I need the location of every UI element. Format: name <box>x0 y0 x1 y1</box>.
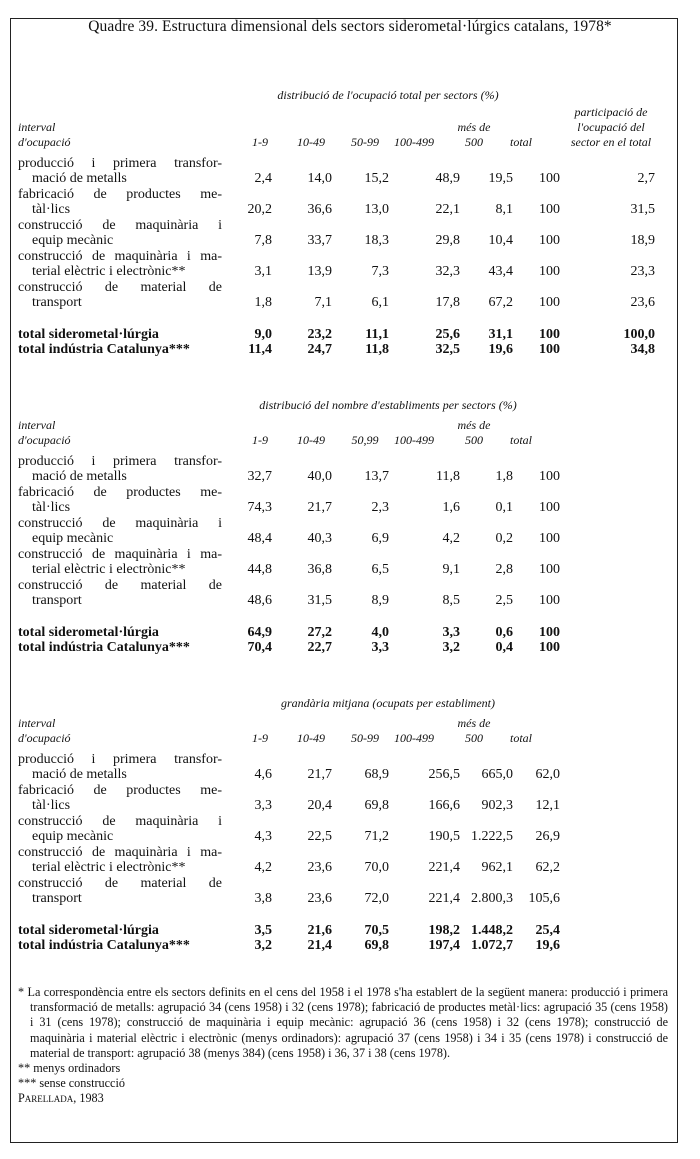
table-cell: 62,0 <box>535 767 560 782</box>
column-header: més de <box>457 716 491 730</box>
table-cell: 36,8 <box>307 562 332 577</box>
sector-label-line: mació de metalls <box>32 469 127 484</box>
table-cell: 6,1 <box>371 295 389 310</box>
column-header: 100-499 <box>394 135 434 149</box>
table-cell: 31,5 <box>307 593 332 608</box>
total-cell: 100 <box>539 327 560 342</box>
table-cell: 17,8 <box>435 295 460 310</box>
table-cell: 1.222,5 <box>471 829 513 844</box>
table-cell: 43,4 <box>488 264 513 279</box>
column-header: 500 <box>465 433 483 447</box>
table-cell: 69,8 <box>364 798 389 813</box>
table-cell: 6,5 <box>371 562 389 577</box>
table-cell: 4,3 <box>254 829 272 844</box>
total-label: total siderometal·lúrgia <box>18 625 159 640</box>
total-cell: 21,6 <box>307 923 332 938</box>
total-cell: 197,4 <box>428 938 460 953</box>
table-cell: 8,1 <box>495 202 513 217</box>
table-cell: 23,6 <box>307 891 332 906</box>
sector-label-line: construcció de maquinària i <box>18 814 222 829</box>
table-cell: 19,5 <box>488 171 513 186</box>
sector-label-line: construcció de material de <box>18 876 222 891</box>
table-cell: 72,0 <box>364 891 389 906</box>
sector-label-line: construcció de maquinària i <box>18 516 222 531</box>
total-cell: 24,7 <box>307 342 332 357</box>
total-cell: 11,4 <box>248 342 272 357</box>
table-cell: 67,2 <box>488 295 513 310</box>
total-cell: 3,2 <box>442 640 460 655</box>
sector-label <box>18 249 222 279</box>
table-cell: 3,3 <box>254 798 272 813</box>
table-cell: 4,2 <box>254 860 272 875</box>
sector-label <box>18 516 222 546</box>
sector-label-line: construcció de maquinària i ma- <box>18 547 222 562</box>
table-cell: 0,2 <box>495 531 513 546</box>
total-cell: 19,6 <box>488 342 513 357</box>
table-cell: 29,8 <box>435 233 460 248</box>
table-cell: 2,7 <box>637 171 655 186</box>
total-cell: 27,2 <box>307 625 332 640</box>
table-cell: 44,8 <box>247 562 272 577</box>
total-cell: 70,5 <box>364 923 389 938</box>
row-label-header: d'ocupació <box>18 135 71 149</box>
table-cell: 6,9 <box>371 531 389 546</box>
table-cell: 23,6 <box>630 295 655 310</box>
column-header: 1-9 <box>252 433 268 447</box>
sector-label-line: construcció de maquinària i ma- <box>18 249 222 264</box>
table-cell: 2,5 <box>495 593 513 608</box>
section-caption: distribució del nombre d'establiments per sectors (%) <box>259 398 517 412</box>
total-cell: 1.072,7 <box>471 938 513 953</box>
table-cell: 221,4 <box>428 860 460 875</box>
table-cell: 100 <box>539 500 560 515</box>
sector-label-line: terial elèctric i electrònic** <box>32 860 186 875</box>
total-cell: 3,5 <box>254 923 272 938</box>
total-cell: 19,6 <box>535 938 560 953</box>
table-cell: 100 <box>539 202 560 217</box>
table-cell: 33,7 <box>307 233 332 248</box>
column-header: 50,99 <box>351 433 379 447</box>
table-cell: 11,8 <box>436 469 460 484</box>
table-cell: 9,1 <box>442 562 460 577</box>
sector-label <box>18 783 222 813</box>
section-caption: grandària mitjana (ocupats per establiment) <box>281 696 495 710</box>
table-cell: 48,6 <box>247 593 272 608</box>
row-label-header: interval <box>18 120 56 134</box>
table-cell: 4,2 <box>442 531 460 546</box>
sector-label-line: mació de metalls <box>32 171 127 186</box>
sector-label <box>18 578 222 608</box>
sector-label-line: tàl·lics <box>32 202 71 217</box>
row-label-header: d'ocupació <box>18 731 71 745</box>
table-cell: 1,6 <box>442 500 460 515</box>
sector-label-line: fabricació de productes me- <box>18 485 222 500</box>
table-cell: 40,0 <box>307 469 332 484</box>
column-header: més de <box>457 418 491 432</box>
table-cell: 62,2 <box>535 860 560 875</box>
sector-label-line: transport <box>32 295 82 310</box>
table-cell: 902,3 <box>481 798 513 813</box>
table-cell: 12,1 <box>535 798 560 813</box>
column-header: total <box>509 135 532 149</box>
source-citation: Parellada, 1983 <box>18 1091 104 1106</box>
sector-label-line: transport <box>32 891 82 906</box>
table-cell: 2,4 <box>254 171 272 186</box>
table-cell: 2.800,3 <box>471 891 513 906</box>
table-cell: 15,2 <box>364 171 389 186</box>
column-header: total <box>509 433 532 447</box>
table-cell: 13,9 <box>307 264 332 279</box>
sector-label-line: construcció de maquinària i ma- <box>18 845 222 860</box>
table-cell: 13,0 <box>364 202 389 217</box>
total-cell: 25,4 <box>535 923 560 938</box>
table-cell: 1,8 <box>495 469 513 484</box>
table-cell: 3,1 <box>254 264 272 279</box>
total-label: total indústria Catalunya*** <box>18 938 190 953</box>
sector-label-line: fabricació de productes me- <box>18 187 222 202</box>
footnote-correspondence: * La correspondència entre els sectors definits en el cens del 1958 i el 1978 s'ha establert de la següent manera: producció i primera transformació de metalls: agrupació 34 (cens 1958) i 32 (cens 1978); fabricació de productes metàl·lics: agrupació 35 (cens 1958) i 31 (cens 1978); construcció de maquinària i equip mecànic: agrupació 36 (cens 1958) i 32 (cens 1978); construcció de maquinària i material elèctric i electrònic (menys ordinadors): agrupació 37 (cens 1958) i 34 i 35 (cens 1978) i construcció de material de transport: agrupació 38 (menys 384) (cens 1958) i 36, 37 i 38 (cens 1978). <box>18 985 668 1060</box>
table-cell: 166,6 <box>428 798 460 813</box>
sector-label <box>18 814 222 844</box>
footnotes <box>18 985 668 1107</box>
total-cell: 25,6 <box>435 327 460 342</box>
total-cell: 3,2 <box>254 938 272 953</box>
table-cell: 100 <box>539 233 560 248</box>
sector-label <box>18 485 222 515</box>
total-label: total siderometal·lúrgia <box>18 327 159 342</box>
column-header-share: sector en el total <box>570 135 652 149</box>
total-cell: 34,8 <box>630 342 655 357</box>
sector-label-line: producció i primera transfor- <box>18 752 222 767</box>
sector-label <box>18 845 222 875</box>
table-cell: 100 <box>539 171 560 186</box>
total-cell: 1.448,2 <box>471 923 513 938</box>
footnote-construccio: *** sense construcció <box>18 1076 125 1091</box>
sector-label-line: producció i primera transfor- <box>18 454 222 469</box>
column-header: 100-499 <box>394 731 434 745</box>
table-cell: 2,8 <box>495 562 513 577</box>
column-header: 10-49 <box>297 135 325 149</box>
row-label-header: interval <box>18 716 56 730</box>
table-cell: 105,6 <box>528 891 560 906</box>
table-cell: 3,8 <box>254 891 272 906</box>
table-cell: 71,2 <box>364 829 389 844</box>
table-cell: 48,4 <box>247 531 272 546</box>
table-cell: 20,2 <box>247 202 272 217</box>
total-cell: 70,4 <box>247 640 272 655</box>
sector-label-line: mació de metalls <box>32 767 127 782</box>
table-cell: 13,7 <box>364 469 389 484</box>
table-cell: 22,5 <box>307 829 332 844</box>
table-cell: 23,3 <box>630 264 655 279</box>
table-cell: 36,6 <box>307 202 332 217</box>
table-cell: 70,0 <box>364 860 389 875</box>
total-label: total indústria Catalunya*** <box>18 342 190 357</box>
table-cell: 18,3 <box>364 233 389 248</box>
table-cell: 8,9 <box>371 593 389 608</box>
total-cell: 0,6 <box>495 625 513 640</box>
column-header: més de <box>457 120 491 134</box>
column-header-share: participació de <box>574 105 648 119</box>
total-cell: 100 <box>539 625 560 640</box>
table-cell: 4,6 <box>254 767 272 782</box>
column-header: 500 <box>465 731 483 745</box>
total-cell: 32,5 <box>435 342 460 357</box>
total-cell: 3,3 <box>371 640 389 655</box>
sector-label-line: equip mecànic <box>32 531 114 546</box>
row-label-header: interval <box>18 418 56 432</box>
column-header: 500 <box>465 135 483 149</box>
column-header: 1-9 <box>252 135 268 149</box>
section-caption: distribució de l'ocupació total per sectors (%) <box>277 88 499 102</box>
total-cell: 11,8 <box>365 342 389 357</box>
column-header: total <box>509 731 532 745</box>
table-cell: 100 <box>539 295 560 310</box>
table-cell: 190,5 <box>428 829 460 844</box>
table-cell: 7,8 <box>254 233 272 248</box>
sector-label-line: terial elèctric i electrònic** <box>32 562 186 577</box>
sector-label-line: equip mecànic <box>32 829 114 844</box>
total-cell: 64,9 <box>247 625 272 640</box>
table-cell: 21,7 <box>307 767 332 782</box>
table-cell: 10,4 <box>488 233 513 248</box>
table-cell: 962,1 <box>481 860 513 875</box>
table-cell: 68,9 <box>364 767 389 782</box>
column-header: 10-49 <box>297 433 325 447</box>
total-cell: 198,2 <box>428 923 460 938</box>
sector-label <box>18 876 222 906</box>
column-header-share: l'ocupació del <box>577 120 645 134</box>
table-cell: 100 <box>539 469 560 484</box>
sector-label-line: construcció de material de <box>18 578 222 593</box>
table-cell: 2,3 <box>371 500 389 515</box>
column-header: 100-499 <box>394 433 434 447</box>
table-cell: 74,3 <box>247 500 272 515</box>
table-cell: 8,5 <box>442 593 460 608</box>
sector-label <box>18 547 222 577</box>
footnote-ordinadors: ** menys ordinadors <box>18 1061 121 1076</box>
table-cell: 7,1 <box>314 295 332 310</box>
table-cell: 40,3 <box>307 531 332 546</box>
sector-label-line: tàl·lics <box>32 798 71 813</box>
total-cell: 31,1 <box>488 327 513 342</box>
table-cell: 100 <box>539 531 560 546</box>
table-cell: 100 <box>539 264 560 279</box>
page-title: Quadre 39. Estructura dimensional dels sectors siderometal·lúrgics catalans, 1978* <box>88 18 612 35</box>
column-header: 10-49 <box>297 731 325 745</box>
column-header: 50-99 <box>351 135 379 149</box>
total-label: total siderometal·lúrgia <box>18 923 159 938</box>
total-cell: 100,0 <box>623 327 655 342</box>
table-cell: 1,8 <box>254 295 272 310</box>
table-cell: 256,5 <box>428 767 460 782</box>
total-cell: 11,1 <box>365 327 389 342</box>
total-cell: 0,4 <box>495 640 513 655</box>
table-cell: 221,4 <box>428 891 460 906</box>
table-cell: 7,3 <box>371 264 389 279</box>
table-cell: 48,9 <box>435 171 460 186</box>
table-cell: 32,7 <box>247 469 272 484</box>
table-cell: 100 <box>539 562 560 577</box>
total-cell: 9,0 <box>254 327 272 342</box>
total-cell: 21,4 <box>307 938 332 953</box>
total-cell: 4,0 <box>371 625 389 640</box>
sector-label-line: transport <box>32 593 82 608</box>
table-cell: 0,1 <box>495 500 513 515</box>
sector-label <box>18 454 222 484</box>
table-cell: 14,0 <box>307 171 332 186</box>
sector-label-line: fabricació de productes me- <box>18 783 222 798</box>
sector-label-line: producció i primera transfor- <box>18 156 222 171</box>
table-cell: 26,9 <box>535 829 560 844</box>
table-cell: 665,0 <box>481 767 513 782</box>
total-cell: 3,3 <box>442 625 460 640</box>
table-cell: 31,5 <box>630 202 655 217</box>
sector-label <box>18 752 222 782</box>
sector-label <box>18 156 222 186</box>
total-cell: 22,7 <box>307 640 332 655</box>
sector-label <box>18 218 222 248</box>
table-cell: 22,1 <box>435 202 460 217</box>
table-cell: 32,3 <box>435 264 460 279</box>
total-cell: 100 <box>539 640 560 655</box>
column-header: 50-99 <box>351 731 379 745</box>
sector-label <box>18 187 222 217</box>
table-cell: 23,6 <box>307 860 332 875</box>
total-cell: 100 <box>539 342 560 357</box>
sector-label <box>18 280 222 310</box>
row-label-header: d'ocupació <box>18 433 71 447</box>
sector-label-line: construcció de maquinària i <box>18 218 222 233</box>
sector-label-line: equip mecànic <box>32 233 114 248</box>
table-cell: 21,7 <box>307 500 332 515</box>
table-cell: 100 <box>539 593 560 608</box>
total-label: total indústria Catalunya*** <box>18 640 190 655</box>
table-cell: 20,4 <box>307 798 332 813</box>
sector-label-line: terial elèctric i electrònic** <box>32 264 186 279</box>
sector-label-line: construcció de material de <box>18 280 222 295</box>
table-cell: 18,9 <box>630 233 655 248</box>
total-cell: 23,2 <box>307 327 332 342</box>
sector-label-line: tàl·lics <box>32 500 71 515</box>
column-header: 1-9 <box>252 731 268 745</box>
total-cell: 69,8 <box>364 938 389 953</box>
